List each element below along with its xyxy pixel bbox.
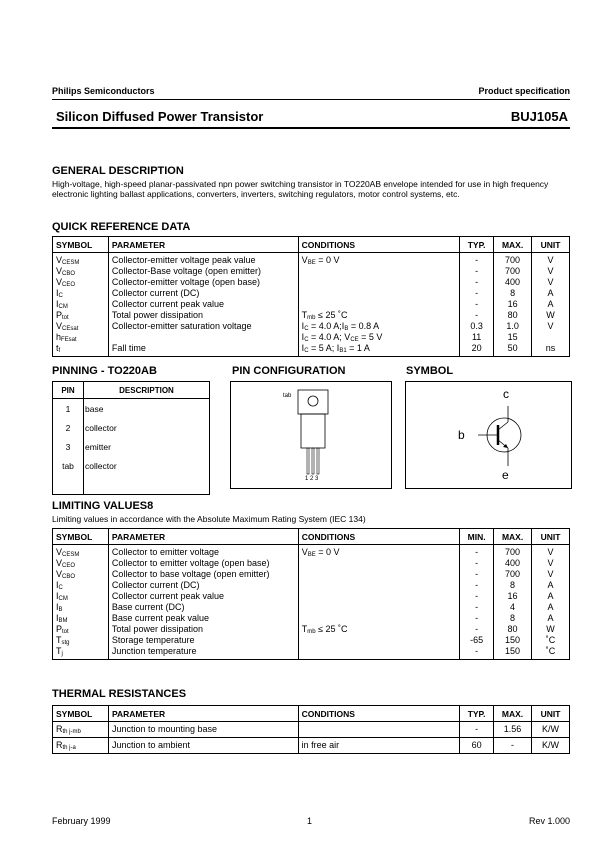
unit-cell: W: [532, 310, 570, 321]
symbol-cell: $I_{CM}$: [53, 299, 109, 310]
typ-cell: -: [460, 646, 494, 660]
conditions-cell: [298, 299, 460, 310]
parameter-cell: Collector to emitter voltage (open base): [108, 558, 298, 569]
typ-cell: -: [460, 545, 494, 559]
conditions-cell: [298, 277, 460, 288]
typ-cell: -65: [460, 635, 494, 646]
pin-number: 2: [53, 418, 84, 437]
table-row: [53, 253, 570, 267]
unit-cell: ns: [532, 343, 570, 357]
symbol-cell: $T_j$: [53, 646, 109, 660]
table-row: [53, 738, 570, 754]
conditions-cell: $I_C = 4.0$ $A;I_B = 0.8$ A: [298, 321, 460, 332]
typ-cell: -: [460, 266, 494, 277]
column-header: UNIT: [532, 237, 570, 253]
max-cell: 80: [494, 310, 532, 321]
conditions-cell: [298, 635, 459, 646]
conditions-cell: $T_{mb} \le 25$ ˚C: [298, 624, 459, 635]
typ-cell: -: [460, 602, 494, 613]
footer-date: February 1999: [52, 816, 111, 826]
max-cell: 700: [494, 569, 532, 580]
pin-description: emitter: [85, 441, 111, 452]
conditions-cell: $I_C = 5$ A; $I_{B1} = 1$ A: [298, 343, 460, 357]
general-description-text: High-voltage, high-speed planar-passivated npn power switching transistor in TO220AB envelope intended for use in high frequency electronic lighting ballast applications, converters, inverters, switching regulators, motor control systems, etc.: [52, 179, 549, 199]
typ-cell: -: [460, 558, 494, 569]
pin-number: 3: [53, 437, 84, 456]
pinning-heading: PINNING - TO220AB: [52, 365, 157, 377]
symbol-cell: $h_{FEsat}$: [53, 332, 109, 343]
conditions-cell: [298, 591, 459, 602]
typ-cell: -: [460, 253, 494, 267]
collector-label: c: [503, 387, 509, 401]
pin-numbers: 1 2 3: [305, 476, 319, 482]
column-header: SYMBOL: [53, 237, 109, 253]
table-row: [53, 456, 210, 475]
parameter-cell: Collector current peak value: [108, 299, 298, 310]
max-cell: 700: [494, 266, 532, 277]
parameter-cell: Collector current peak value: [108, 591, 298, 602]
conditions-cell: [298, 613, 459, 624]
conditions-cell: [298, 646, 459, 660]
max-cell: 400: [494, 558, 532, 569]
max-cell: -: [494, 738, 532, 754]
pin-description: collector: [85, 460, 117, 471]
typ-cell: -: [460, 310, 494, 321]
symbol-cell: $R_{th j-mb}$: [53, 722, 109, 738]
typ-cell: -: [460, 591, 494, 602]
unit-cell: ˚C: [532, 635, 570, 646]
unit-cell: V: [532, 277, 570, 288]
unit-cell: A: [532, 288, 570, 299]
table-row: [53, 277, 570, 288]
table-row: [53, 624, 570, 635]
emitter-label: e: [502, 468, 509, 482]
column-header: MAX.: [494, 706, 532, 722]
limiting-values-subtitle: Limiting values in accordance with the Absolute Maximum Rating System (IEC 134): [52, 514, 366, 524]
typ-cell: 11: [460, 332, 494, 343]
max-cell: 150: [494, 646, 532, 660]
table-row: [53, 288, 570, 299]
table-row: [53, 722, 570, 738]
table-row: [53, 591, 570, 602]
column-header: PIN: [53, 382, 84, 399]
tab-label: tab: [283, 393, 292, 399]
column-header: TYP.: [460, 706, 494, 722]
table-row: [53, 399, 210, 419]
parameter-cell: Junction to mounting base: [108, 722, 298, 738]
table-row: [53, 613, 570, 624]
max-cell: 1.56: [494, 722, 532, 738]
max-cell: 400: [494, 277, 532, 288]
symbol-cell: $V_{CEO}$: [53, 558, 109, 569]
pin-configuration-box: [230, 381, 392, 489]
parameter-cell: Base current peak value: [108, 613, 298, 624]
table-row: [53, 602, 570, 613]
unit-cell: W: [532, 624, 570, 635]
max-cell: 8: [494, 613, 532, 624]
symbol-cell: $V_{CBO}$: [53, 569, 109, 580]
symbol-cell: $I_B$: [53, 602, 109, 613]
table-row: [53, 343, 570, 357]
symbol-cell: $t_f$: [53, 343, 109, 357]
limiting-values-heading: LIMITING VALUES8: [52, 500, 154, 512]
parameter-cell: Junction temperature: [108, 646, 298, 660]
column-header: PARAMETER: [108, 237, 298, 253]
conditions-cell: [298, 580, 459, 591]
max-cell: 80: [494, 624, 532, 635]
parameter-cell: Storage temperature: [108, 635, 298, 646]
parameter-cell: Total power dissipation: [108, 310, 298, 321]
symbol-cell: $I_C$: [53, 580, 109, 591]
limiting-values-table: [52, 528, 570, 660]
footer-page: 1: [307, 816, 313, 826]
table-row: [53, 569, 570, 580]
parameter-cell: Collector current (DC): [108, 288, 298, 299]
part-number: BUJ105A: [510, 109, 568, 124]
symbol-cell: $I_{CM}$: [53, 591, 109, 602]
conditions-cell: [298, 722, 460, 738]
typ-cell: 60: [460, 738, 494, 754]
table-row: [53, 299, 570, 310]
conditions-cell: [298, 266, 460, 277]
column-header: MIN.: [460, 529, 494, 545]
typ-cell: -: [460, 624, 494, 635]
max-cell: 50: [494, 343, 532, 357]
unit-cell: A: [532, 299, 570, 310]
column-header: SYMBOL: [53, 706, 109, 722]
base-label: b: [458, 428, 465, 442]
column-header: TYP.: [460, 237, 494, 253]
unit-cell: V: [532, 266, 570, 277]
unit-cell: A: [532, 591, 570, 602]
table-row: [53, 310, 570, 321]
unit-cell: V: [532, 558, 570, 569]
symbol-cell: $P_{tot}$: [53, 310, 109, 321]
quick-reference-heading: QUICK REFERENCE DATA: [52, 221, 191, 233]
unit-cell: V: [532, 545, 570, 559]
typ-cell: 0.3: [460, 321, 494, 332]
conditions-cell: $V_{BE} = 0$ V: [298, 253, 460, 267]
max-cell: 15: [494, 332, 532, 343]
max-cell: 8: [494, 288, 532, 299]
max-cell: 16: [494, 299, 532, 310]
pin-description: base: [85, 403, 104, 414]
symbol-cell: $R_{th j-a}$: [53, 738, 109, 754]
parameter-cell: Collector-emitter voltage (open base): [108, 277, 298, 288]
conditions-cell: [298, 602, 459, 613]
pin-number: tab: [53, 456, 84, 475]
table-row: [53, 321, 570, 332]
unit-cell: V: [532, 253, 570, 267]
unit-cell: K/W: [532, 738, 570, 754]
parameter-cell: Collector-emitter saturation voltage: [108, 321, 298, 332]
parameter-cell: Base current (DC): [108, 602, 298, 613]
npn-transistor-icon: [406, 382, 571, 488]
table-row: [53, 646, 570, 660]
max-cell: 16: [494, 591, 532, 602]
parameter-cell: Collector-emitter voltage peak value: [108, 253, 298, 267]
conditions-cell: [298, 569, 459, 580]
typ-cell: -: [460, 288, 494, 299]
conditions-cell: [298, 288, 460, 299]
unit-cell: A: [532, 602, 570, 613]
symbol-box: [405, 381, 572, 489]
header-rule: [52, 99, 570, 100]
conditions-cell: $I_C = 4.0$ A; $V_{CE} = 5$ V: [298, 332, 460, 343]
table-row: [53, 332, 570, 343]
parameter-cell: Fall time: [108, 343, 298, 357]
symbol-cell: $V_{CESM}$: [53, 253, 109, 267]
parameter-cell: Collector current (DC): [108, 580, 298, 591]
typ-cell: -: [460, 580, 494, 591]
pin-configuration-heading: PIN CONFIGURATION: [232, 365, 346, 377]
max-cell: 700: [494, 253, 532, 267]
column-header: PARAMETER: [108, 706, 298, 722]
unit-cell: A: [532, 580, 570, 591]
general-description-heading: GENERAL DESCRIPTION: [52, 165, 184, 177]
max-cell: 4: [494, 602, 532, 613]
column-header: CONDITIONS: [298, 529, 459, 545]
footer-revision: Rev 1.000: [528, 816, 570, 826]
symbol-cell: $I_C$: [53, 288, 109, 299]
parameter-cell: Total power dissipation: [108, 624, 298, 635]
column-header: UNIT: [532, 529, 570, 545]
symbol-cell: $V_{CEsat}$: [53, 321, 109, 332]
table-row: [53, 635, 570, 646]
column-header: MAX.: [494, 237, 532, 253]
symbol-cell: $I_{BM}$: [53, 613, 109, 624]
pin-number: 1: [53, 399, 84, 419]
max-cell: 700: [494, 545, 532, 559]
symbol-cell: $V_{CESM}$: [53, 545, 109, 559]
parameter-cell: Collector to base voltage (open emitter): [108, 569, 298, 580]
symbol-cell: $V_{CEO}$: [53, 277, 109, 288]
max-cell: 8: [494, 580, 532, 591]
thermal-heading: THERMAL RESISTANCES: [52, 688, 187, 700]
parameter-cell: Collector to emitter voltage: [108, 545, 298, 559]
title-rule: [52, 127, 570, 129]
symbol-heading: SYMBOL: [406, 365, 454, 377]
symbol-cell: $V_{CBO}$: [53, 266, 109, 277]
pinning-table: [52, 381, 210, 495]
unit-cell: V: [532, 321, 570, 332]
conditions-cell: $V_{BE} = 0$ V: [298, 545, 459, 559]
table-row: [53, 545, 570, 559]
to220-package-icon: [231, 382, 391, 488]
unit-cell: [532, 332, 570, 343]
doc-type: Product specification: [478, 86, 570, 96]
parameter-cell: Collector-Base voltage (open emitter): [108, 266, 298, 277]
column-header: MAX.: [494, 529, 532, 545]
unit-cell: A: [532, 613, 570, 624]
column-header: UNIT: [532, 706, 570, 722]
table-row: [53, 418, 210, 437]
column-header: CONDITIONS: [298, 706, 460, 722]
table-row: [53, 558, 570, 569]
column-header: DESCRIPTION: [84, 382, 210, 399]
unit-cell: ˚C: [532, 646, 570, 660]
typ-cell: -: [460, 722, 494, 738]
table-row: [53, 580, 570, 591]
quick-reference-table: [52, 236, 570, 357]
typ-cell: 20: [460, 343, 494, 357]
column-header: PARAMETER: [108, 529, 298, 545]
parameter-cell: Junction to ambient: [108, 738, 298, 754]
column-header: SYMBOL: [53, 529, 109, 545]
symbol-cell: $T_{stg}$: [53, 635, 109, 646]
column-header: CONDITIONS: [298, 237, 460, 253]
pin-description: collector: [85, 422, 117, 433]
conditions-cell: $T_{mb} \le 25$ ˚C: [298, 310, 460, 321]
typ-cell: -: [460, 277, 494, 288]
table-row: [53, 266, 570, 277]
typ-cell: -: [460, 613, 494, 624]
typ-cell: -: [460, 569, 494, 580]
conditions-cell: in free air: [298, 738, 460, 754]
conditions-cell: [298, 558, 459, 569]
unit-cell: V: [532, 569, 570, 580]
symbol-cell: $P_{tot}$: [53, 624, 109, 635]
product-name: Silicon Diffused Power Transistor: [56, 109, 264, 124]
company-name: Philips Semiconductors: [52, 86, 155, 96]
unit-cell: K/W: [532, 722, 570, 738]
parameter-cell: [108, 332, 298, 343]
table-row: [53, 437, 210, 456]
typ-cell: -: [460, 299, 494, 310]
max-cell: 150: [494, 635, 532, 646]
thermal-table: [52, 705, 570, 754]
max-cell: 1.0: [494, 321, 532, 332]
